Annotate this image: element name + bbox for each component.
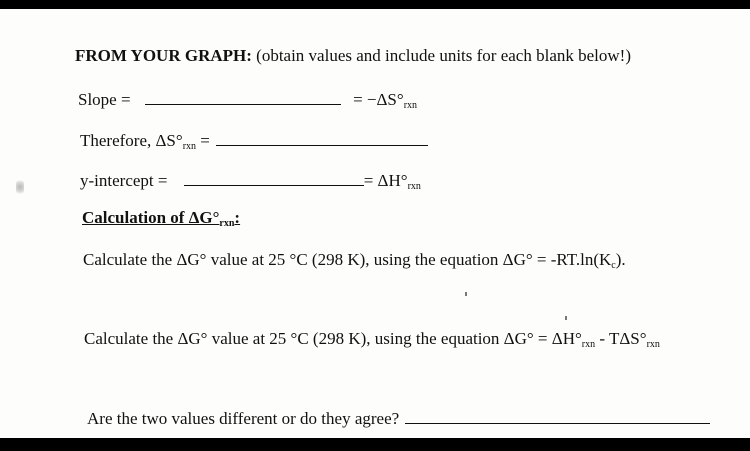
calculation-heading-text: Calculation of ΔG° [82,208,220,227]
calc1-subscript: c [611,260,616,271]
worksheet-page [0,9,750,438]
yintercept-row [80,170,421,197]
slope-row [78,89,417,116]
slope-equals-label: = −ΔS° [353,90,404,109]
paper-mark [16,179,24,195]
yintercept-subscript: rxn [407,181,421,192]
yintercept-label: y-intercept = [80,171,168,190]
entropy-answer-blank[interactable] [216,130,428,146]
calc2-subscript-1: rxn [581,339,596,350]
therefore-equals: = [196,131,210,150]
agreement-answer-blank[interactable] [405,408,710,424]
header-instructions: (obtain values and include units for each blank below!) [251,46,631,65]
agreement-question: Are the two values different or do they agree? [87,409,400,428]
yintercept-answer-blank[interactable] [184,170,364,186]
therefore-row [80,130,428,157]
bottom-border [0,438,750,451]
calculation-heading [82,208,240,234]
calc1-text: Calculate the ΔG° value at 25 °C (298 K), using the equation ΔG° = -RT.ln(K [83,250,612,269]
therefore-subscript: rxn [182,141,197,152]
calculation-instruction-1 [83,250,626,276]
therefore-label: Therefore, ΔS° [80,131,183,150]
calc2-mid: - TΔS° [595,329,647,348]
paper-mark [565,316,567,320]
calc1-tail: ). [615,250,626,269]
agreement-question-row [87,408,710,429]
slope-label: Slope = [78,90,131,109]
calculation-heading-colon: : [234,208,241,227]
slope-subscript: rxn [403,100,418,111]
calculation-instruction-2 [84,329,660,355]
calc2-text: Calculate the ΔG° value at 25 °C (298 K), using the equation ΔG° = ΔH° [84,329,582,348]
calculation-heading-subscript: rxn [219,218,235,229]
paper-mark [465,292,467,296]
yintercept-equals-label: = ΔH° [363,171,408,190]
section-header [75,46,631,66]
header-bold: FROM YOUR GRAPH: [75,46,252,65]
slope-answer-blank[interactable] [145,89,341,105]
calc2-subscript-2: rxn [646,339,660,350]
